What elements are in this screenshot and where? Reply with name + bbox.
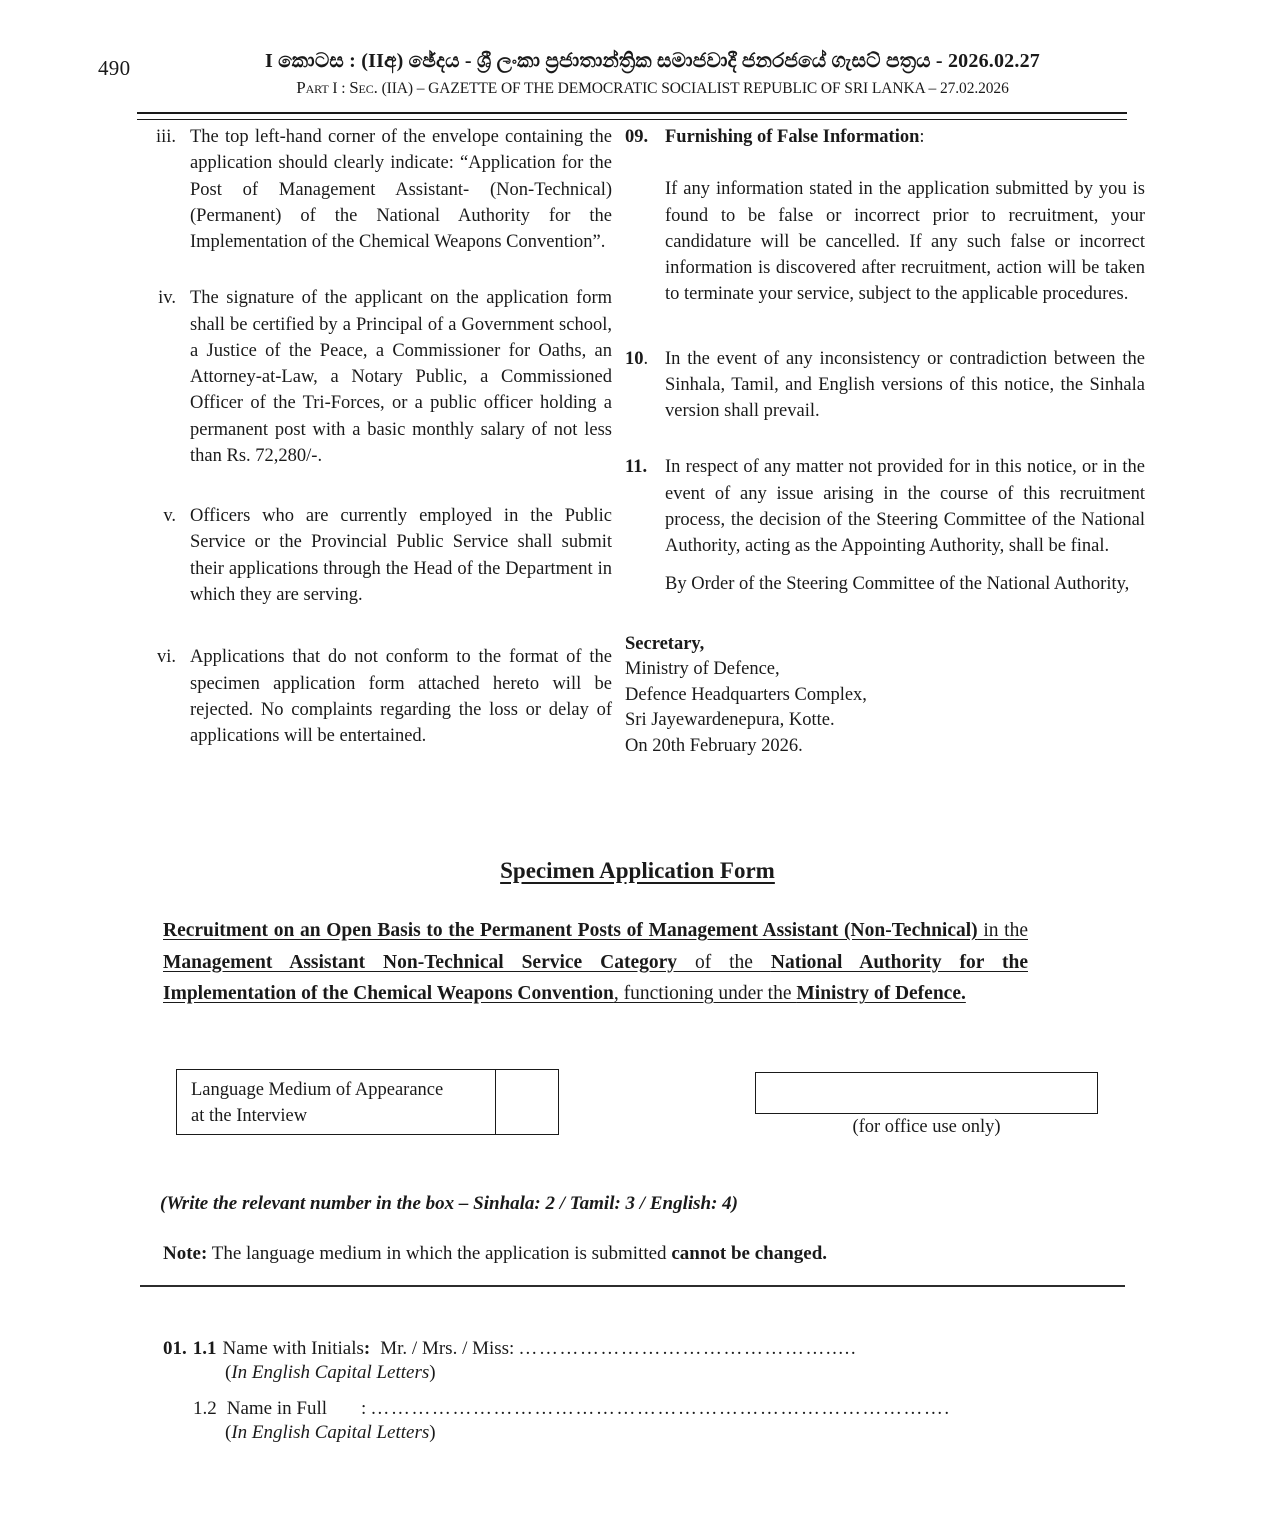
clause-body-text: In respect of any matter not provided for in this notice, or in the event of any issue arising in the course of this recruitment process, the decision of the Steering Committee of the National Authority, acting as the Appointing Authority, shall be final.	[665, 457, 1145, 557]
list-text: The top left-hand corner of the envelope containing the application should clearly indicate: “Application for the Post of Management Assistant- (Non-Technical) (Permanent) of the National Authority for the Implementation of the Chemical Weapons Convention”.	[190, 127, 612, 253]
masthead-part-label: Part	[296, 78, 329, 97]
clause-number: 11.	[625, 457, 648, 478]
list-text: Officers who are currently employed in the Public Service or the Provincial Public Service shall submit their applications through the Head of the Department in which they are serving.	[190, 506, 612, 605]
language-medium-label-line2: at the Interview	[191, 1105, 308, 1126]
field-number: 01.	[163, 1338, 187, 1359]
list-item	[144, 503, 612, 608]
signatory-title: Secretary,	[625, 633, 705, 654]
hint-close-paren: )	[429, 1362, 436, 1383]
section-divider-rule	[140, 1285, 1125, 1287]
masthead-sinhala-title: I කොටස : (IIඅ) ඡේදය - ශ්‍රී ලංකා ප්‍රජාතාන්ත්‍රික සමාජවාදී ජනරජයේ ගැසට් පත්‍රය - 2026.02.27	[265, 50, 1040, 72]
clause-10	[625, 346, 1145, 425]
signature-block	[625, 632, 1145, 760]
list-text: Applications that do not conform to the format of the specimen application form attached hereto will be rejected. No complaints regarding the loss or delay of applications will be entertained.	[190, 647, 612, 747]
lead-bold-3: National Authority for the Implementation of the Chemical Weapons Convention	[163, 951, 1028, 1005]
masthead-english-title	[180, 77, 1125, 100]
hint-open-paren: (	[225, 1422, 232, 1443]
note-label: Note:	[163, 1243, 208, 1264]
signatory-ministry: Ministry of Defence,	[625, 659, 780, 680]
field-label: Name with Initials	[222, 1338, 364, 1359]
field-label: Name in Full	[226, 1398, 328, 1419]
page-masthead	[0, 48, 1275, 112]
clause-heading-colon: :	[919, 127, 925, 147]
clause-number: 09.	[625, 127, 649, 147]
list-item	[144, 644, 612, 749]
masthead-titles	[180, 48, 1125, 100]
page-number: 490	[98, 56, 131, 80]
language-medium-label	[177, 1070, 496, 1134]
clause-number-suffix: .	[643, 348, 649, 369]
clause-content	[665, 124, 1145, 308]
hint-close-paren: )	[429, 1422, 436, 1443]
specimen-form-title: Specimen Application Form	[500, 858, 775, 883]
language-medium-input[interactable]	[496, 1070, 558, 1134]
signatory-address-1: Defence Headquarters Complex,	[625, 684, 867, 705]
lead-bold-4: Ministry of Defence.	[796, 983, 966, 1005]
lead-plain-3: , functioning under the	[613, 983, 797, 1005]
masthead-part-number: I :	[328, 80, 350, 97]
lead-bold-2: Management Assistant Non-Technical Service Category	[163, 951, 678, 973]
list-marker: iii.	[155, 127, 176, 147]
lead-plain-1: in the	[977, 920, 1028, 941]
field-row	[193, 1398, 1063, 1420]
field-hint	[225, 1362, 1063, 1384]
clause-body-text: In the event of any inconsistency or contradiction between the Sinhala, Tamil, and English versions of this notice, the Sinhala version shall prevail.	[665, 348, 1145, 422]
clause-number	[625, 346, 665, 425]
by-order-statement: By Order of the Steering Committee of the National Authority,	[665, 574, 1130, 595]
field-colon: :	[363, 1338, 371, 1359]
right-column	[625, 124, 1145, 759]
form-field-name-full	[163, 1398, 1063, 1444]
field-dotted-input[interactable]: ……………………………………….....	[518, 1338, 858, 1359]
hint-text: In English Capital Letters	[231, 1362, 430, 1383]
hint-open-paren: (	[225, 1362, 232, 1383]
masthead-english-rest: (IIA) – GAZETTE OF THE DEMOCRATIC SOCIALIST REPUBLIC OF SRI LANKA – 27.02.2026	[377, 80, 1009, 97]
lead-plain-2: of the	[677, 951, 771, 973]
field-colon: :	[361, 1398, 367, 1419]
hint-text: In English Capital Letters	[231, 1422, 430, 1443]
clause-body-text: If any information stated in the application submitted by you is found to be false or incorrect prior to recruitment, your candidature will be cancelled. If any such false or incorrect information is discovered after recruitment, action will be taken to terminate your service, subject to the applicable procedures.	[665, 179, 1145, 305]
note-emphasis: cannot be changed.	[671, 1243, 828, 1264]
header-divider-rule	[137, 112, 1127, 120]
signatory-date: On 20th February 2026.	[625, 735, 803, 756]
field-subnumber: 1.1	[192, 1338, 217, 1359]
field-hint	[225, 1422, 1063, 1444]
list-marker: iv.	[158, 288, 176, 309]
note-text: The language medium in which the application is submitted	[207, 1243, 672, 1264]
office-use-caption: (for office use only)	[852, 1117, 1001, 1137]
clause-11	[625, 454, 1145, 559]
list-text: The signature of the applicant on the application form shall be certified by a Principal of a Government school, a Justice of the Peace, a Commissioner for Oaths, an Attorney-at-Law, a Notary Public, a Commissioned Officer of the Tri-Forces, or a public officer holding a permanent post with a basic monthly salary of not less than Rs. 72,280/-.	[190, 288, 612, 466]
field-row	[163, 1338, 1063, 1360]
masthead-sec-label: Sec.	[349, 78, 378, 97]
form-field-name-initials	[163, 1338, 1063, 1384]
list-marker: v.	[163, 506, 176, 527]
lead-bold-1: Recruitment on an Open Basis to the Permanent Posts of Management Assistant (Non-Technical)	[163, 920, 978, 941]
field-salutation-options: Mr. / Mrs. / Miss:	[380, 1338, 515, 1359]
clause-heading: Furnishing of False Information	[665, 127, 920, 147]
left-column	[144, 124, 612, 779]
list-marker: vi.	[156, 647, 176, 668]
language-note	[163, 1243, 827, 1265]
clause-09	[625, 124, 1145, 308]
list-item	[144, 285, 612, 469]
field-subnumber: 1.2	[193, 1398, 217, 1419]
field-dotted-input[interactable]: ………………………………………………………………………….	[370, 1398, 951, 1419]
office-use-input[interactable]	[755, 1072, 1098, 1114]
specimen-lead-paragraph	[163, 915, 1028, 1010]
language-medium-label-line1: Language Medium of Appearance	[191, 1080, 444, 1100]
signatory-address-2: Sri Jayewardenepura, Kotte.	[625, 710, 835, 731]
language-medium-box	[176, 1069, 559, 1135]
write-relevant-instruction: (Write the relevant number in the box – Sinhala: 2 / Tamil: 3 / English: 4)	[160, 1193, 738, 1214]
clause-number-value: 10	[625, 348, 644, 369]
list-item	[144, 124, 612, 255]
